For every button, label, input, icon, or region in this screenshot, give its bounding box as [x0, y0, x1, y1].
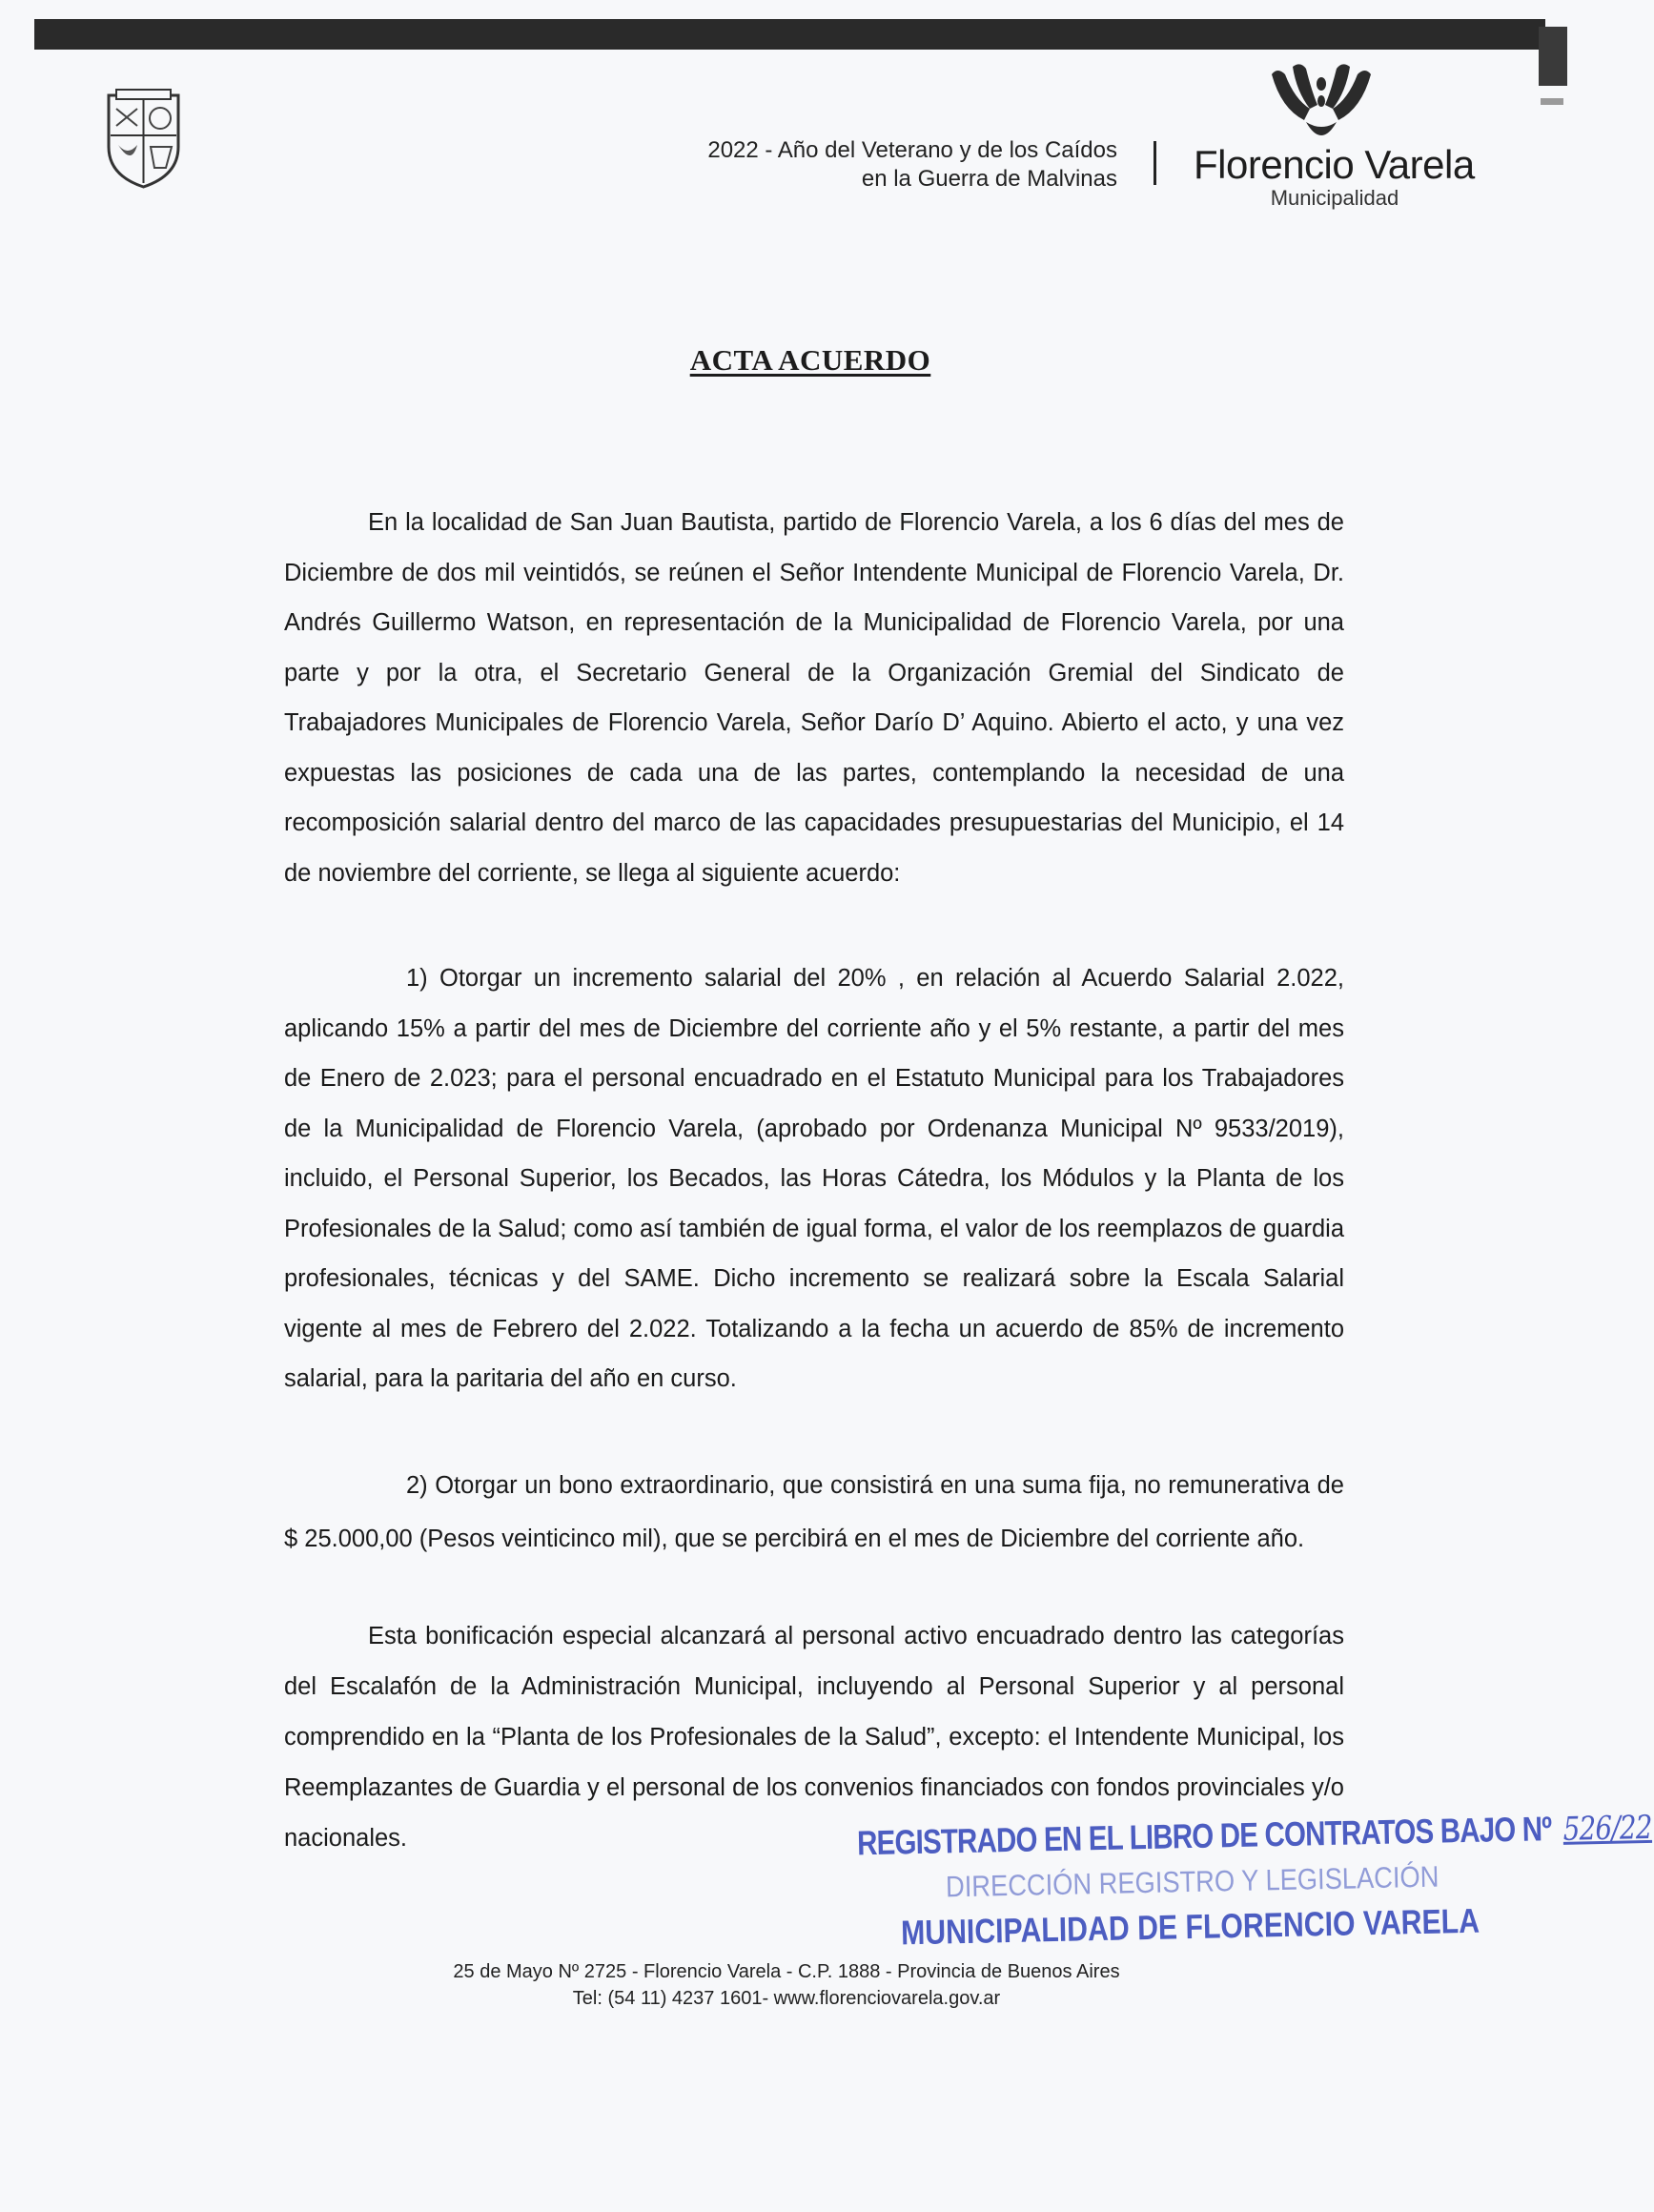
stamp-number: 526/22 — [1562, 1808, 1653, 1849]
commemorative-line-2: en la Guerra de Malvinas — [861, 166, 1117, 192]
stamp-line-2: DIRECCIÓN REGISTRO Y LEGISLACIÓN — [945, 1859, 1440, 1904]
page-footer — [381, 1958, 1192, 2012]
scan-right-edge — [1539, 27, 1567, 86]
bonus-paragraph: Esta bonificación especial alcanzará al personal activo encuadrado dentro las categorías del Escalafón de la Administración Municipal, incluyendo al Personal Superior y al personal comprendido en la “Planta de los Profesionales de la Salud”, excepto: el Intendente Municipal, los Reemplazantes de Guardia y el personal de los convenios financiados con fondos provinciales y/o nacionales. — [284, 1623, 1344, 1852]
florencio-varela-logo-icon — [1268, 61, 1375, 149]
commemorative-header — [572, 136, 1117, 194]
stamp-registered-text: REGISTRADO EN EL LIBRO DE CONTRATOS BAJO Nº — [856, 1809, 1552, 1863]
agreement-item-2: 2) Otorgar un bono extraordinario, que consistirá en una suma fija, no remunerativa de $ 25.000,00 (Pesos veinticinco mil), que se percibirá en el mes de Diciembre del corriente año. — [284, 1472, 1344, 1552]
stamp-line-3: MUNICIPALIDAD DE FLORENCIO VARELA — [900, 1900, 1480, 1953]
municipal-crest-icon — [103, 88, 184, 191]
footer-address: 25 de Mayo Nº 2725 - Florencio Varela - C.P. 1888 - Provincia de Buenos Aires — [453, 1961, 1120, 1982]
document-title: ACTA ACUERDO — [689, 343, 931, 377]
brand-subtitle: Municipalidad — [1270, 186, 1399, 210]
footer-contact: Tel: (54 11) 4237 1601- www.florenciovarela.gov.ar — [572, 1988, 1001, 2009]
intro-paragraph: En la localidad de San Juan Bautista, partido de Florencio Varela, a los 6 días del mes de Diciembre de dos mil veintidós, se reúnen el Señor Intendente Municipal de Florencio Varela, Dr. Andrés Guillermo Watson, en representación de la Municipalidad de Florencio Varela, por una parte y por la otra, el Secretario General de la Organización Gremial del Sindicato de Trabajadores Municipales de Florencio Varela, Señor Darío D’ Aquino. Abierto el acto, y una vez expuestas las posiciones de cada una de las partes, contemplando la necesidad de una recomposición salarial dentro del marco de las capacidades presupuestarias del Municipio, el 14 de noviembre del corriente, se llega al siguiente acuerdo: — [284, 509, 1344, 887]
commemorative-line-1: 2022 - Año del Veterano y de los Caídos — [707, 137, 1117, 163]
agreement-item-1: 1) Otorgar un incremento salarial del 20% , en relación al Acuerdo Salarial 2.022, aplicando 15% a partir del mes de Diciembre del corriente año y el 5% restante, a partir del mes de Enero de 2.023; para el personal encuadrado en el Estatuto Municipal para los Trabajadores de la Municipalidad de Florencio Varela, (aprobado por Ordenanza Municipal Nº 9533/2019), incluido, el Personal Superior, los Becados, las Horas Cátedra, los Módulos y la Planta de los Profesionales de la Salud; como así también de igual forma, el valor de los reemplazos de guardia profesionales, técnicas y del SAME. Dicho incremento se realizará sobre la Escala Salarial vigente al mes de Febrero del 2.022. Totalizando a la fecha un acuerdo de 85% de incremento salarial, para la paritaria del año en curso. — [284, 965, 1344, 1392]
header-divider — [1154, 141, 1156, 185]
registration-stamp — [856, 1807, 1653, 1957]
scan-edge-mark — [1541, 98, 1563, 105]
scan-top-border — [34, 19, 1545, 50]
brand-name: Florencio Varela — [1194, 142, 1475, 187]
